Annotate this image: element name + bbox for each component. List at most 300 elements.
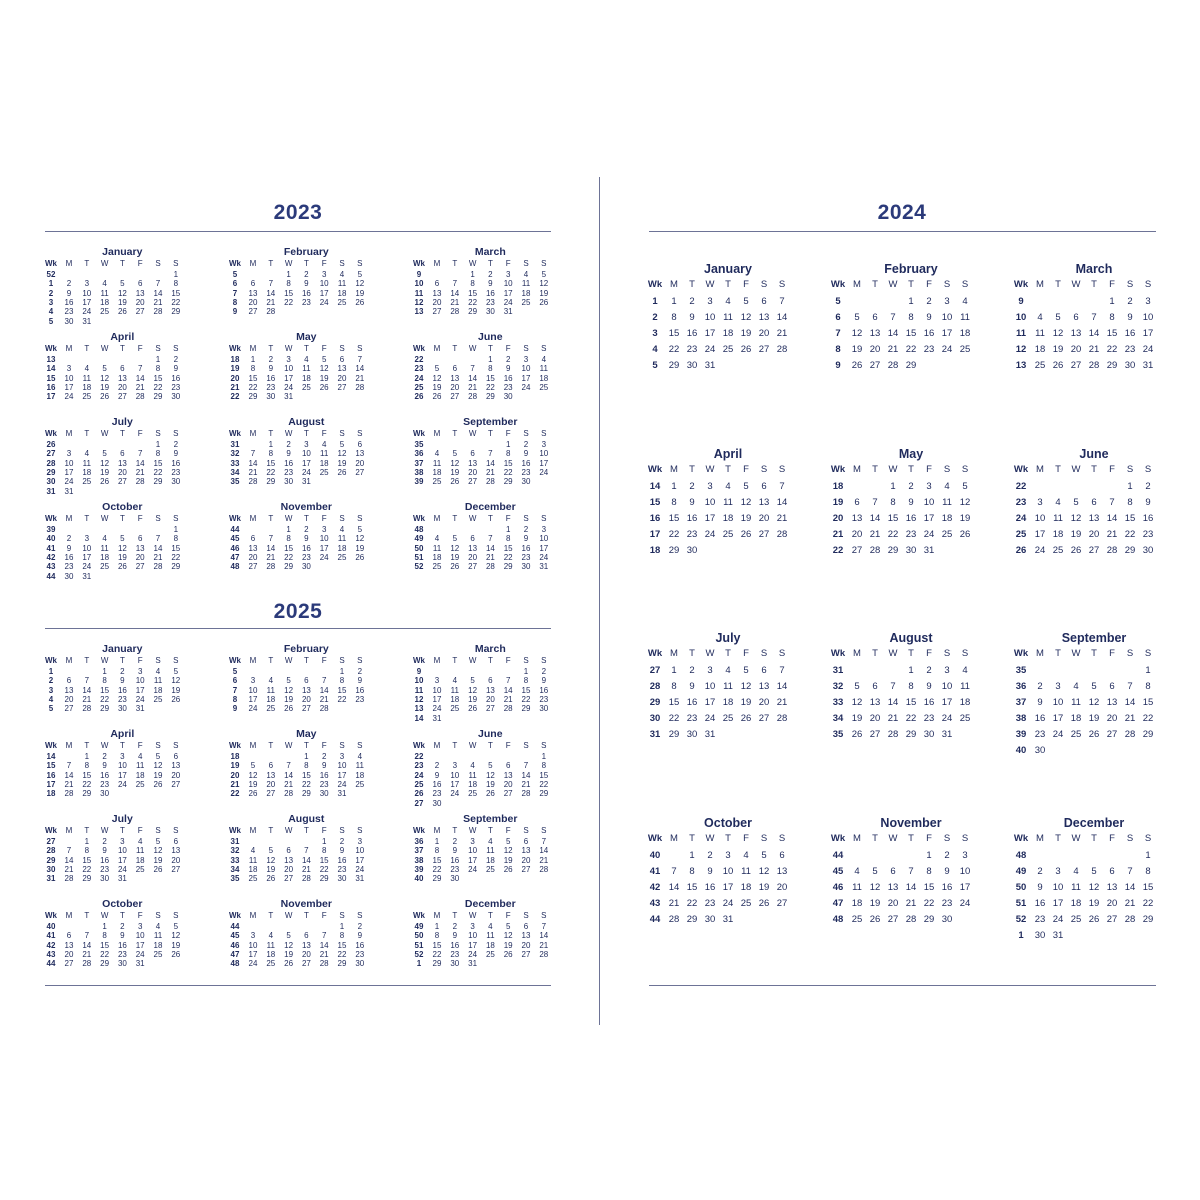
day-cell: 17 [301,458,311,468]
day-cell: 20 [355,458,365,468]
day-cell: 19 [355,543,365,553]
day-cell: 16 [301,543,311,553]
day-cell: 20 [503,779,513,789]
day-cell: 8 [250,364,256,374]
weekday-header: T [1055,279,1061,290]
week-number: 41 [46,931,56,941]
day-cell: 12 [1052,328,1064,339]
day-cell: 12 [1088,881,1100,893]
week-number: 11 [1015,328,1027,339]
weekday-header: M [1036,463,1044,475]
day-cell: 21 [776,328,788,339]
day-cell: 16 [1034,713,1046,724]
weekday-header: T [452,911,458,920]
day-cell: 29 [432,959,442,969]
day-cell: 9 [944,865,950,877]
day-cell: 4 [339,525,345,534]
day-cell: 1 [173,525,179,534]
week-number: 9 [416,270,422,279]
week-number: 13 [414,704,424,714]
day-cell: 23 [355,694,365,704]
weekday-header: F [321,429,327,438]
day-cell: 23 [64,562,74,572]
week-number: 39 [46,525,56,534]
day-cell: 23 [704,897,716,909]
day-cell: 11 [539,364,548,374]
day-cell: 1 [286,525,291,534]
weekday-header: F [926,832,932,844]
day-cell: 7 [541,837,547,846]
day-cell: 25 [539,382,549,392]
day-cell: 28 [905,913,917,925]
day-cell: 9 [120,676,125,686]
day-cell: 28 [1106,544,1118,556]
weekday-header: T [119,344,125,353]
weekday-header: F [926,463,932,475]
day-cell: 24 [941,713,953,724]
day-cell: 17 [64,467,74,477]
week-number: 25 [414,779,424,789]
day-cell: 14 [1088,328,1100,339]
day-cell: 17 [704,328,716,339]
day-cell: 12 [117,288,127,298]
day-cell: 7 [268,279,274,289]
day-cell: 13 [171,761,181,771]
month-name: March [474,246,506,258]
week-number: 10 [414,279,424,289]
day-cell: 19 [740,512,752,524]
day-cell: 31 [82,571,92,581]
day-cell: 4 [321,440,327,449]
day-cell: 6 [66,931,72,941]
weekday-header: S [339,656,345,665]
day-cell: 15 [1142,697,1154,708]
day-cell: 12 [337,449,347,459]
day-cell: 5 [452,534,458,544]
day-cell: 10 [450,770,460,780]
week-number: 27 [46,449,56,459]
day-cell: 7 [321,676,327,686]
day-cell: 10 [539,534,549,544]
week-number: 4 [48,694,54,704]
day-cell: 4 [102,534,107,544]
day-cell: 3 [286,355,291,364]
day-cell: 10 [941,312,953,323]
day-cell: 13 [266,770,276,780]
day-cell: 25 [722,344,734,355]
day-cell: 7 [357,355,363,364]
day-cell: 22 [266,467,276,477]
day-cell: 1 [339,922,345,931]
day-cell: 13 [758,681,770,692]
weekday-header: F [137,429,143,438]
day-cell: 9 [304,534,309,544]
day-cell: 25 [1070,729,1082,740]
weekday-header: T [303,656,309,665]
day-cell: 11 [355,761,364,771]
week-number: 40 [649,849,661,861]
day-cell: 30 [432,798,442,808]
month-name: November [280,501,332,513]
weekday-header: M [65,429,73,438]
month-name: August [889,631,933,645]
day-cell: 6 [1109,865,1115,877]
weekday-header: T [303,911,309,920]
day-cell: 24 [704,528,716,540]
week-number: 29 [46,855,56,865]
day-cell: 30 [64,316,74,326]
day-cell: 22 [1142,897,1154,909]
day-cell: 30 [686,544,698,556]
day-cell: 5 [155,752,161,761]
day-cell: 5 [1091,681,1097,692]
day-cell: 25 [266,959,276,969]
day-cell: 29 [1142,729,1154,740]
weekday-header: S [173,259,179,268]
day-cell: 9 [102,761,107,771]
day-cell: 17 [704,512,716,524]
day-cell: 29 [100,959,110,969]
week-number: 28 [46,458,56,468]
day-cell: 12 [851,697,863,708]
week-number: 38 [414,855,424,865]
day-cell: 27 [248,307,258,317]
day-cell: 21 [503,694,513,704]
month-name: June [478,331,503,343]
day-cell: 28 [266,307,276,317]
day-cell: 27 [355,467,365,477]
week-number: 44 [230,525,240,534]
day-cell: 30 [1142,544,1154,556]
day-cell: 7 [66,761,72,771]
day-cell: 23 [432,789,442,799]
month-march [1012,262,1157,408]
month-june [1012,447,1157,593]
day-cell: 25 [521,297,531,307]
day-cell: 24 [704,344,716,355]
day-cell: 18 [1070,897,1082,909]
month-october [42,501,185,590]
week-number-header: Wk [413,429,425,438]
day-cell: 21 [1106,528,1118,540]
weekday-header: M [670,832,678,844]
weekday-header: S [339,911,345,920]
day-cell: 19 [740,328,752,339]
day-cell: 1 [505,440,511,449]
day-cell: 28 [301,874,311,884]
weekday-header: W [100,429,109,438]
week-number: 47 [832,897,844,909]
month-april [42,728,185,817]
day-cell: 14 [355,364,365,374]
day-cell: 28 [355,382,365,392]
weekday-header: T [303,826,309,835]
day-cell: 7 [155,534,161,544]
day-cell: 12 [355,279,365,289]
day-cell: 7 [541,922,547,931]
week-number: 12 [414,297,424,307]
weekday-header: S [943,832,951,844]
day-cell: 9 [102,846,107,856]
day-cell: 23 [284,467,294,477]
weekday-header: S [961,832,969,844]
day-cell: 22 [432,949,442,959]
day-cell: 26 [337,467,347,477]
day-cell: 24 [539,552,549,562]
day-cell: 2 [357,922,363,931]
day-cell: 3 [84,279,90,289]
day-cell: 18 [82,467,92,477]
weekday-header: F [743,648,749,659]
weekday-header: S [173,656,179,665]
day-cell: 24 [135,694,145,704]
day-cell: 8 [155,364,161,374]
month-june [410,728,553,817]
day-cell: 18 [100,297,110,307]
day-cell: 8 [286,534,291,544]
day-cell: 24 [1034,544,1046,556]
weekday-header: T [689,648,695,659]
day-cell: 9 [268,364,274,374]
day-cell: 26 [100,392,110,402]
week-number: 22 [414,355,424,364]
day-cell: 31 [503,307,513,317]
day-cell: 13 [503,770,513,780]
day-cell: 22 [539,779,549,789]
weekday-header: W [1071,648,1081,659]
day-cell: 7 [488,534,493,544]
day-cell: 6 [434,279,440,289]
day-cell: 5 [470,676,475,686]
day-cell: 1 [470,270,475,279]
day-cell: 3 [321,270,327,279]
day-cell: 27 [485,704,495,714]
week-number-header: Wk [229,514,241,523]
weekday-header: S [339,259,345,268]
day-cell: 17 [284,373,294,383]
day-cell: 29 [100,704,110,714]
day-cell: 18 [153,685,163,695]
day-cell: 12 [100,458,110,468]
day-cell: 9 [120,931,125,941]
week-number: 18 [230,752,240,761]
day-cell: 12 [284,685,294,695]
weekday-header: F [505,656,511,665]
day-cell: 7 [452,279,458,289]
day-cell: 31 [82,316,92,326]
day-cell: 18 [432,552,442,562]
month-name: October [102,501,143,513]
day-cell: 24 [319,297,329,307]
week-number: 35 [832,729,844,740]
weekday-header: W [284,514,293,523]
month-name: January [704,262,752,276]
weekday-header: S [541,344,547,353]
weekday-header: T [84,259,90,268]
day-cell: 18 [722,697,734,708]
week-number: 44 [46,959,56,969]
day-cell: 26 [1052,360,1064,371]
day-cell: 9 [434,770,440,780]
day-cell: 21 [905,897,917,909]
weekday-header: S [541,514,547,523]
day-cell: 22 [668,528,680,540]
day-cell: 28 [319,704,329,714]
day-cell: 29 [337,959,347,969]
weekday-header: T [1091,648,1097,659]
day-cell: 1 [541,752,547,761]
day-cell: 6 [357,440,363,449]
week-number-header: Wk [45,514,57,523]
day-cell: 5 [761,849,767,861]
day-cell: 15 [266,458,276,468]
day-cell: 5 [339,440,345,449]
day-cell: 31 [284,392,294,402]
week-number-header: Wk [45,741,57,750]
year-title-2023: 2023 [273,201,323,224]
day-cell: 30 [923,729,935,740]
day-cell: 16 [704,881,716,893]
day-cell: 11 [741,865,751,877]
day-cell: 12 [319,364,329,374]
week-number: 6 [232,279,238,289]
day-cell: 27 [869,360,881,371]
day-cell: 20 [468,467,478,477]
day-cell: 13 [248,288,258,298]
week-number: 33 [230,855,240,865]
weekday-header: F [321,514,327,523]
day-cell: 15 [432,855,442,865]
day-cell: 13 [1106,697,1118,708]
day-cell: 26 [740,713,752,724]
day-cell: 9 [286,449,291,459]
day-cell: 17 [1142,328,1154,339]
day-cell: 11 [486,931,495,941]
day-cell: 22 [1142,713,1154,724]
day-cell: 26 [284,704,294,714]
day-cell: 3 [707,480,713,492]
day-cell: 9 [339,846,345,856]
day-cell: 29 [301,789,311,799]
day-cell: 18 [82,382,92,392]
day-cell: 13 [869,697,881,708]
day-cell: 24 [82,307,92,317]
day-cell: 3 [541,525,547,534]
week-number: 35 [230,874,240,884]
day-cell: 13 [758,496,770,508]
day-cell: 22 [887,528,899,540]
day-cell: 28 [539,864,549,874]
month-name: June [1079,446,1109,461]
day-cell: 15 [521,685,531,695]
day-cell: 26 [266,874,276,884]
weekday-header: S [173,826,179,835]
week-number: 34 [230,864,240,874]
day-cell: 10 [319,534,329,544]
week-number: 49 [1015,865,1027,877]
weekday-header: T [908,279,914,290]
week-number: 20 [832,512,844,524]
weekday-header: T [487,741,493,750]
week-number: 44 [46,571,56,581]
day-cell: 7 [268,534,274,544]
weekday-header: T [268,259,274,268]
month-april [42,331,185,420]
weekday-header: F [321,741,327,750]
day-cell: 11 [337,279,347,289]
weekday-header: S [357,741,363,750]
day-cell: 8 [173,279,179,289]
weekday-header: F [137,514,143,523]
day-cell: 13 [851,512,863,524]
weekday-header: F [505,741,511,750]
day-cell: 25 [941,528,953,540]
weekday-header: T [119,259,125,268]
week-number: 3 [48,297,54,307]
day-cell: 27 [1088,544,1100,556]
day-cell: 27 [468,562,478,572]
day-cell: 7 [872,496,878,508]
day-cell: 19 [1088,897,1100,909]
week-number: 33 [832,697,844,708]
day-cell: 11 [153,931,163,941]
year-rule-2023 [45,231,551,232]
day-cell: 30 [266,392,276,402]
day-cell: 14 [668,881,680,893]
year-title-2025: 2025 [273,600,323,623]
day-cell: 2 [304,270,309,279]
day-cell: 6 [250,279,256,289]
weekday-header: S [760,648,768,659]
day-cell: 17 [82,297,92,307]
week-number: 34 [230,467,240,477]
day-cell: 3 [1055,681,1061,692]
day-cell: 21 [1088,344,1100,355]
day-cell: 5 [286,931,291,941]
week-number: 23 [414,364,424,374]
day-cell: 19 [1088,713,1100,724]
weekday-header: M [853,279,861,290]
weekday-header: S [1126,832,1134,844]
week-number-header: Wk [647,648,663,659]
day-cell: 30 [319,789,329,799]
day-cell: 7 [304,846,309,856]
day-cell: 2 [452,837,458,846]
weekday-header: W [100,514,109,523]
weekday-header: M [670,648,678,659]
month-january [646,262,791,408]
day-cell: 2 [102,837,107,846]
day-cell: 6 [1109,681,1115,692]
week-number: 3 [48,685,54,695]
day-cell: 23 [301,552,311,562]
week-number-header: Wk [45,656,57,665]
week-number: 26 [414,789,424,799]
week-number: 7 [232,685,238,695]
day-cell: 3 [962,849,968,861]
weekday-header: S [760,463,768,475]
day-cell: 7 [286,761,291,771]
day-cell: 10 [704,681,716,692]
day-cell: 5 [120,279,125,289]
day-cell: 19 [758,881,770,893]
week-number: 5 [652,360,658,371]
day-cell: 6 [268,761,274,771]
day-cell: 4 [357,752,363,761]
day-cell: 21 [869,528,881,540]
weekday-header: S [357,259,363,268]
day-cell: 8 [155,449,161,459]
